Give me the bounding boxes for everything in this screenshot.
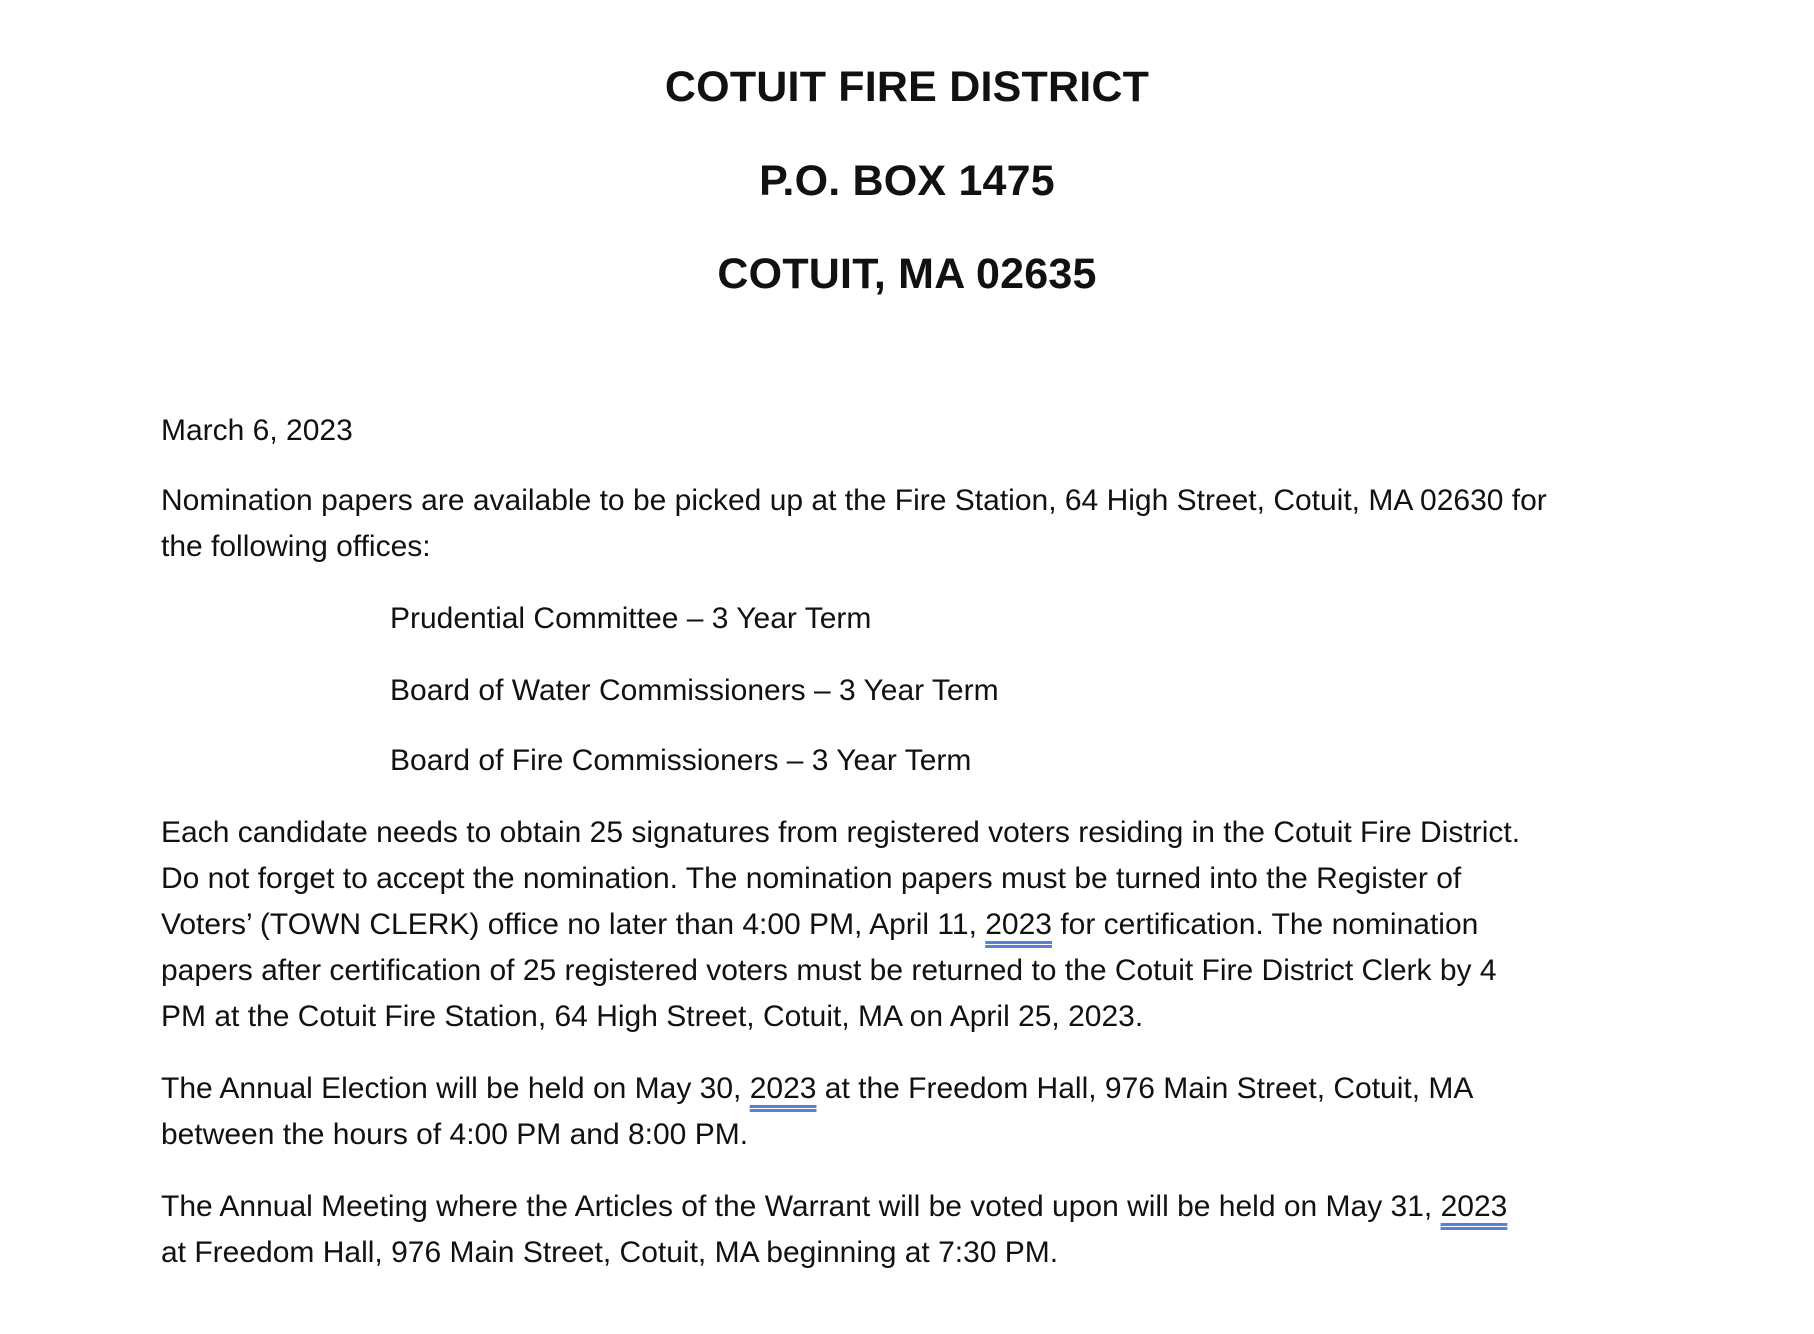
meeting-line-1-start: The Annual Meeting where the Articles of the Warrant will be voted upon will be held on May 31, bbox=[161, 1190, 1441, 1223]
spellcheck-flagged-year: 2023 bbox=[749, 1072, 817, 1105]
requirements-line-4: papers after certification of 25 registered voters must be returned to the Cotuit Fire District Clerk by 4 bbox=[161, 954, 1497, 987]
city-zip-heading: COTUIT, MA 02635 bbox=[717, 250, 1097, 298]
document-date: March 6, 2023 bbox=[161, 414, 353, 447]
district-name-heading: COTUIT FIRE DISTRICT bbox=[664, 63, 1150, 111]
office-item-water-commissioners: Board of Water Commissioners – 3 Year Term bbox=[390, 674, 999, 707]
intro-line-1: Nomination papers are available to be picked up at the Fire Station, 64 High Street, Cotuit, MA 02630 for bbox=[161, 484, 1547, 517]
meeting-line-1 bbox=[161, 1184, 1681, 1230]
requirements-line-3-end: for certification. The nomination bbox=[1052, 908, 1479, 941]
office-item-prudential-committee: Prudential Committee – 3 Year Term bbox=[390, 602, 872, 635]
meeting-line-2: at Freedom Hall, 976 Main Street, Cotuit, MA beginning at 7:30 PM. bbox=[161, 1236, 1059, 1269]
po-box-heading: P.O. BOX 1475 bbox=[759, 157, 1055, 205]
election-line-1-end: at the Freedom Hall, 976 Main Street, Cotuit, MA bbox=[816, 1072, 1474, 1105]
requirements-line-5: PM at the Cotuit Fire Station, 64 High Street, Cotuit, MA on April 25, 2023. bbox=[161, 1000, 1144, 1033]
requirements-line-1: Each candidate needs to obtain 25 signatures from registered voters residing in the Cotuit Fire District. bbox=[161, 816, 1521, 849]
office-item-fire-commissioners: Board of Fire Commissioners – 3 Year Term bbox=[390, 744, 972, 777]
intro-line-2: the following offices: bbox=[161, 530, 431, 563]
election-line-1 bbox=[161, 1066, 1681, 1112]
election-line-2: between the hours of 4:00 PM and 8:00 PM. bbox=[161, 1118, 749, 1151]
requirements-line-3-start: Voters’ (TOWN CLERK) office no later than 4:00 PM, April 11, bbox=[161, 908, 986, 941]
election-line-1-start: The Annual Election will be held on May 30, bbox=[161, 1072, 750, 1105]
requirements-line-3 bbox=[161, 902, 1681, 948]
requirements-line-2: Do not forget to accept the nomination. The nomination papers must be turned into the Register of bbox=[161, 862, 1462, 895]
spellcheck-flagged-year: 2023 bbox=[985, 908, 1052, 941]
spellcheck-flagged-year: 2023 bbox=[1440, 1190, 1508, 1223]
